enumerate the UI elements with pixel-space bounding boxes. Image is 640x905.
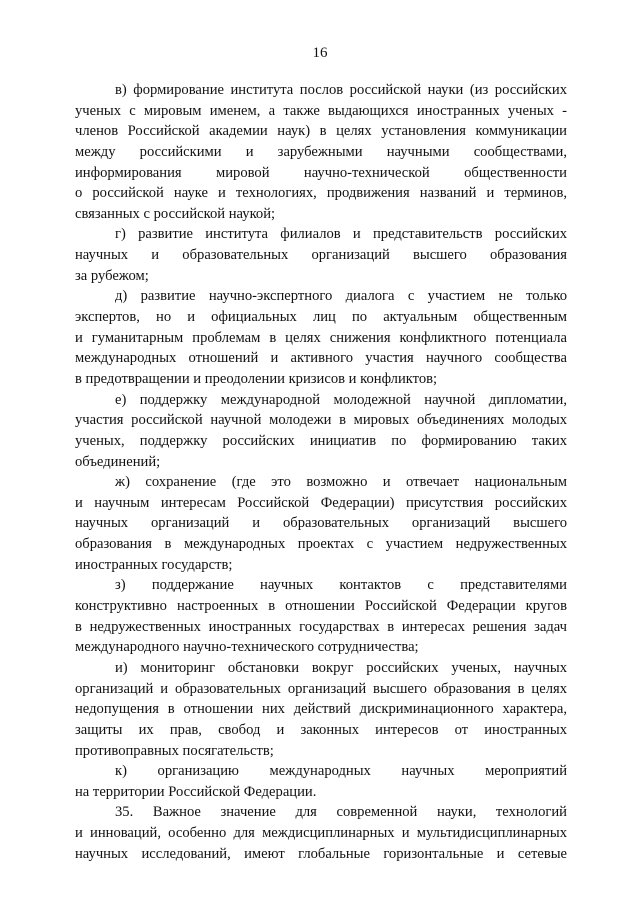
paragraph bbox=[75, 472, 567, 575]
page-number: 16 bbox=[312, 45, 328, 61]
text-line: противоправных посягательств; bbox=[75, 742, 274, 759]
paragraph bbox=[75, 575, 567, 658]
text-line: образования в международных проектах с участием недружественных bbox=[75, 536, 567, 553]
paragraph bbox=[75, 224, 567, 286]
text-line: ученых, поддержку российских инициатив по формированию таких bbox=[75, 432, 567, 449]
text-line: информирования мировой научно-технической общественности bbox=[75, 164, 567, 181]
text-line: организаций и образовательных организаций высшего образования в целях bbox=[75, 680, 567, 697]
text-line: в предотвращении и преодолении кризисов и конфликтов; bbox=[75, 370, 438, 387]
text-line: ученых с мировым именем, а также выдающихся иностранных ученых - bbox=[75, 102, 567, 119]
paragraph bbox=[75, 390, 567, 473]
paragraph bbox=[75, 80, 567, 224]
text-line: и гуманитарным проблемам в целях снижения конфликтного потенциала bbox=[75, 329, 567, 346]
text-line: международных отношений и активного участия научного сообщества bbox=[75, 350, 567, 367]
text-line: и научным интересам Российской Федерации) присутствия российских bbox=[75, 494, 567, 511]
text-line: д) развитие научно-экспертного диалога с участием не только bbox=[115, 288, 567, 305]
text-line: научных и образовательных организаций высшего образования bbox=[75, 247, 567, 264]
text-line: и) мониторинг обстановки вокруг российских ученых, научных bbox=[115, 659, 567, 676]
paragraph bbox=[75, 286, 567, 389]
paragraph bbox=[75, 761, 567, 802]
paragraph bbox=[75, 802, 567, 864]
text-line: экспертов, но и официальных лиц по актуальным общественным bbox=[75, 309, 567, 326]
text-line: защиты их прав, свобод и законных интересов от иностранных bbox=[75, 721, 567, 738]
text-line: научных организаций и образовательных организаций высшего bbox=[75, 515, 567, 532]
text-line: недопущения в отношении них действий дискриминационного характера, bbox=[75, 701, 567, 718]
text-line: на территории Российской Федерации. bbox=[75, 783, 317, 800]
body-text bbox=[75, 80, 567, 864]
text-line: о российской науке и технологиях, продвижения названий и терминов, bbox=[75, 185, 567, 202]
text-line: и инноваций, особенно для междисциплинарных и мультидисциплинарных bbox=[75, 825, 567, 842]
text-line: в) формирование института послов российской науки (из российских bbox=[115, 82, 567, 98]
text-line: связанных с российской наукой; bbox=[75, 205, 276, 222]
text-line: к) организацию международных научных мероприятий bbox=[115, 763, 567, 780]
text-line: участия российской научной молодежи в мировых объединениях молодых bbox=[75, 412, 567, 429]
text-line: между российскими и зарубежными научными сообществами, bbox=[75, 143, 567, 160]
text-line: е) поддержку международной молодежной научной дипломатии, bbox=[115, 391, 567, 408]
text-line: международного научно-технического сотрудничества; bbox=[75, 639, 419, 656]
text-line: в недружественных иностранных государствах в интересах решения задач bbox=[75, 618, 567, 635]
text-line: научных исследований, имеют глобальные горизонтальные и сетевые bbox=[75, 845, 567, 862]
paragraph bbox=[75, 658, 567, 761]
text-line: за рубежом; bbox=[75, 267, 149, 284]
text-line: г) развитие института филиалов и представительств российских bbox=[115, 226, 567, 243]
text-line: з) поддержание научных контактов с представителями bbox=[115, 577, 567, 594]
text-line: 35. Важное значение для современной науки, технологий bbox=[115, 804, 567, 821]
text-line: членов Российской академии наук) в целях установления коммуникации bbox=[75, 123, 567, 140]
text-line: ж) сохранение (где это возможно и отвечает национальным bbox=[115, 474, 567, 491]
text-line: объединений; bbox=[75, 453, 161, 470]
text-line: конструктивно настроенных в отношении Российской Федерации кругов bbox=[75, 598, 567, 615]
text-line: иностранных государств; bbox=[75, 556, 233, 573]
